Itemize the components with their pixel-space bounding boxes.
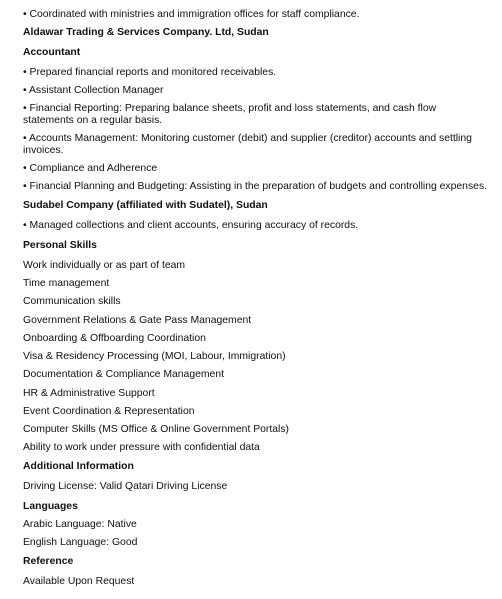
language-item: Arabic Language: Native bbox=[23, 519, 137, 530]
skill-item: Documentation & Compliance Management bbox=[23, 369, 224, 380]
bullet-compliance: • Compliance and Adherence bbox=[23, 163, 158, 174]
skill-item: HR & Administrative Support bbox=[23, 388, 155, 399]
languages-heading: Languages bbox=[23, 501, 78, 512]
skill-item: Government Relations & Gate Pass Management bbox=[23, 315, 252, 326]
skill-item: Computer Skills (MS Office & Online Government Portals) bbox=[23, 424, 290, 435]
bullet-financial-reporting: • Financial Reporting: Preparing balance sheets, profit and loss statements, and cash flow statements on a regular basis. bbox=[23, 103, 437, 126]
driving-license: Driving License: Valid Qatari Driving License bbox=[23, 481, 228, 492]
bullet-financial-reports: • Prepared financial reports and monitored receivables. bbox=[23, 67, 277, 78]
additional-information-heading: Additional Information bbox=[23, 461, 134, 472]
skill-item: Onboarding & Offboarding Coordination bbox=[23, 333, 206, 344]
reference-text: Available Upon Request bbox=[23, 576, 135, 587]
skill-item: Communication skills bbox=[23, 296, 121, 307]
language-item: English Language: Good bbox=[23, 537, 138, 548]
company-sudabel: Sudabel Company (affiliated with Sudatel), Sudan bbox=[23, 200, 268, 211]
skill-item: Ability to work under pressure with confidential data bbox=[23, 442, 260, 453]
skill-item: Visa & Residency Processing (MOI, Labour, Immigration) bbox=[23, 351, 286, 362]
reference-heading: Reference bbox=[23, 556, 74, 567]
personal-skills-heading: Personal Skills bbox=[23, 240, 97, 251]
bullet-staff-compliance: • Coordinated with ministries and immigration offices for staff compliance. bbox=[23, 9, 360, 20]
bullet-assistant-collection: • Assistant Collection Manager bbox=[23, 85, 164, 96]
bullet-financial-planning: • Financial Planning and Budgeting: Assisting in the preparation of budgets and controlling expenses. bbox=[23, 181, 488, 192]
skill-item: Event Coordination & Representation bbox=[23, 406, 195, 417]
role-accountant: Accountant bbox=[23, 47, 81, 58]
skill-item: Work individually or as part of team bbox=[23, 260, 186, 271]
bullet-accounts-management: • Accounts Management: Monitoring customer (debit) and supplier (creditor) accounts and settling invoices. bbox=[23, 133, 472, 156]
bullet-collections: • Managed collections and client accounts, ensuring accuracy of records. bbox=[23, 220, 359, 231]
skill-item: Time management bbox=[23, 278, 110, 289]
company-aldawar: Aldawar Trading & Services Company. Ltd, Sudan bbox=[23, 27, 269, 38]
